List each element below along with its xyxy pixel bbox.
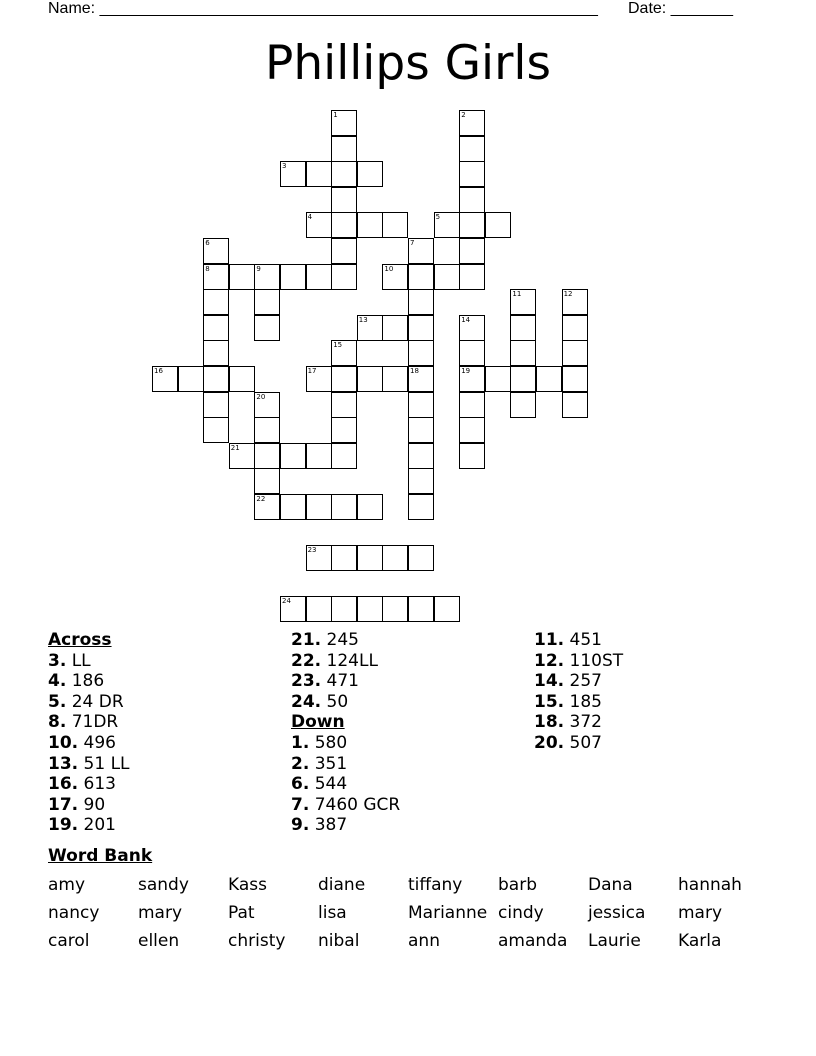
crossword-cell[interactable] — [459, 212, 485, 238]
down-clue — [534, 712, 623, 733]
clue-text: 110ST — [569, 650, 624, 671]
crossword-cell[interactable] — [459, 366, 485, 392]
down-clue — [291, 795, 400, 816]
clue-number-label: 13. — [48, 753, 79, 774]
clue-number-label: 1. — [291, 732, 310, 753]
clue-number: 15 — [333, 341, 343, 350]
word-bank-item: tiffany — [408, 875, 463, 895]
clue-number: 13 — [358, 315, 368, 324]
crossword-cell[interactable] — [562, 366, 588, 392]
clues-column-2 — [291, 630, 400, 836]
crossword-cell[interactable] — [382, 545, 408, 571]
crossword-cell[interactable] — [254, 289, 280, 315]
crossword-cell[interactable] — [562, 289, 588, 315]
crossword-cell[interactable] — [280, 443, 306, 469]
date-label: Date: — [628, 0, 667, 17]
crossword-cell[interactable] — [382, 596, 408, 622]
crossword-cell[interactable] — [408, 289, 434, 315]
crossword-cell[interactable] — [562, 315, 588, 341]
clue-number-label: 15. — [534, 691, 565, 712]
clue-number-label: 17. — [48, 794, 79, 815]
across-clue — [291, 692, 400, 713]
word-bank-item: christy — [228, 931, 286, 951]
crossword-cell[interactable] — [331, 494, 357, 520]
across-clue — [48, 712, 130, 733]
crossword-cell[interactable] — [331, 212, 357, 238]
crossword-cell[interactable] — [306, 264, 332, 290]
crossword-cell[interactable] — [331, 443, 357, 469]
word-bank-item: Marianne — [408, 903, 488, 923]
clue-number: 10 — [384, 264, 394, 273]
crossword-cell[interactable] — [357, 366, 383, 392]
clue-number: 2 — [461, 111, 466, 119]
clue-text: 580 — [314, 732, 348, 753]
clue-number: 14 — [461, 315, 471, 324]
clue-number-label: 12. — [534, 650, 565, 671]
crossword-cell[interactable] — [280, 161, 306, 187]
crossword-cell[interactable] — [306, 161, 332, 187]
crossword-cell[interactable] — [408, 238, 434, 264]
crossword-cell[interactable] — [434, 212, 460, 238]
crossword-cell[interactable] — [306, 545, 332, 571]
down-clue — [291, 774, 400, 795]
across-clue — [291, 651, 400, 672]
down-clue — [534, 692, 623, 713]
clue-number: 18 — [410, 367, 419, 375]
crossword-cell[interactable] — [357, 545, 383, 571]
clue-number: 11 — [512, 290, 522, 299]
clue-number-label: 3. — [48, 650, 67, 671]
crossword-cell[interactable] — [408, 468, 434, 494]
crossword-cell[interactable] — [459, 315, 485, 341]
word-bank-item: sandy — [138, 875, 189, 895]
clue-text: 471 — [326, 671, 359, 692]
word-bank-item: nancy — [48, 903, 100, 923]
clue-number: 24 — [282, 597, 291, 606]
crossword-cell[interactable] — [203, 340, 229, 366]
clue-number-label: 7. — [291, 794, 310, 815]
clue-number-label: 4. — [48, 671, 67, 692]
word-bank-item: barb — [498, 875, 537, 895]
crossword-cell[interactable] — [510, 392, 536, 418]
clue-number: 16 — [154, 367, 163, 375]
word-bank-item: diane — [318, 875, 366, 895]
crossword-cell[interactable] — [306, 366, 332, 392]
clue-number: 7 — [410, 239, 415, 247]
clue-number: 5 — [435, 213, 441, 222]
crossword-cell[interactable] — [408, 596, 434, 622]
crossword-cell[interactable] — [562, 340, 588, 366]
clue-text: 201 — [83, 815, 116, 836]
crossword-cell[interactable] — [152, 366, 178, 392]
across-clue — [48, 815, 130, 836]
date-line[interactable]: _______ — [670, 0, 733, 17]
clue-text: 7460 GCR — [314, 794, 401, 815]
crossword-cell[interactable] — [357, 315, 383, 341]
clue-number-label: 10. — [48, 732, 79, 753]
crossword-cell[interactable] — [485, 366, 511, 392]
across-clue — [48, 671, 130, 692]
crossword-cell[interactable] — [510, 289, 536, 315]
down-clue — [291, 815, 400, 836]
crossword-cell[interactable] — [357, 161, 383, 187]
crossword-cell[interactable] — [408, 340, 434, 366]
crossword-cell[interactable] — [306, 443, 332, 469]
crossword-cell[interactable] — [203, 289, 229, 315]
crossword-cell[interactable] — [434, 596, 460, 622]
clues-column-3 — [534, 630, 623, 754]
crossword-cell[interactable] — [382, 264, 408, 290]
word-bank-item: ellen — [138, 931, 180, 951]
down-heading: Down — [291, 712, 345, 733]
clue-text: 245 — [326, 630, 359, 650]
crossword-cell[interactable] — [459, 238, 485, 264]
word-bank-item: hannah — [678, 875, 742, 895]
crossword-cell[interactable] — [331, 238, 357, 264]
clue-number: 6 — [205, 239, 210, 247]
clue-number-label: 22. — [291, 650, 322, 671]
clue-number-label: 2. — [291, 753, 310, 774]
name-field[interactable] — [48, 0, 598, 18]
crossword-cell[interactable] — [203, 366, 229, 392]
crossword-cell[interactable] — [254, 468, 280, 494]
crossword-cell[interactable] — [408, 417, 434, 443]
crossword-cell[interactable] — [382, 315, 408, 341]
crossword-cell[interactable] — [306, 212, 332, 238]
crossword-cell[interactable] — [536, 366, 562, 392]
across-clue — [48, 733, 130, 754]
word-bank-item: ann — [408, 931, 440, 951]
down-clue — [534, 651, 623, 672]
down-clue — [534, 733, 623, 754]
crossword-cell[interactable] — [357, 494, 383, 520]
clue-number: 8 — [205, 264, 210, 273]
clue-number: 22 — [256, 495, 266, 503]
down-clue — [534, 630, 623, 651]
crossword-cell[interactable] — [331, 417, 357, 443]
word-bank-item: Kass — [228, 875, 267, 895]
clue-number: 4 — [307, 213, 313, 222]
crossword-cell[interactable] — [229, 366, 255, 392]
crossword-cell[interactable] — [485, 212, 511, 238]
word-bank-item: carol — [48, 931, 90, 951]
clue-text: 451 — [569, 630, 602, 650]
crossword-cell[interactable] — [331, 187, 357, 213]
crossword-cell[interactable] — [331, 545, 357, 571]
crossword-cell[interactable] — [434, 264, 460, 290]
crossword-cell[interactable] — [254, 315, 280, 341]
clue-text: 185 — [569, 691, 602, 712]
crossword-cell[interactable] — [203, 392, 229, 418]
crossword-cell[interactable] — [178, 366, 204, 392]
down-clue — [534, 671, 623, 692]
crossword-cell[interactable] — [280, 264, 306, 290]
word-bank-item: lisa — [318, 903, 347, 923]
clue-number-label: 8. — [48, 712, 67, 733]
crossword-cell[interactable] — [254, 392, 280, 418]
clue-text: 496 — [83, 732, 116, 753]
clue-number: 12 — [563, 290, 573, 299]
word-bank-item: Laurie — [588, 931, 641, 951]
crossword-cell[interactable] — [459, 264, 485, 290]
clue-number: 17 — [307, 367, 317, 375]
word-bank-item: cindy — [498, 903, 544, 923]
word-bank-item: Karla — [678, 931, 722, 951]
crossword-cell[interactable] — [510, 366, 536, 392]
crossword-cell[interactable] — [254, 264, 280, 290]
crossword-cell[interactable] — [510, 315, 536, 341]
crossword-cell[interactable] — [331, 161, 357, 187]
word-bank-item: Pat — [228, 903, 255, 923]
word-bank-item: amy — [48, 875, 86, 895]
crossword-cell[interactable] — [203, 238, 229, 264]
clue-number-label: 19. — [48, 815, 79, 836]
crossword-cell[interactable] — [382, 212, 408, 238]
crossword-cell[interactable] — [408, 264, 434, 290]
crossword-cell[interactable] — [280, 596, 306, 622]
crossword-cell[interactable] — [510, 340, 536, 366]
crossword-cell[interactable] — [280, 494, 306, 520]
crossword-cell[interactable] — [408, 494, 434, 520]
clues-column-1 — [48, 630, 130, 836]
clue-text: 90 — [83, 794, 106, 815]
crossword-cell[interactable] — [254, 443, 280, 469]
clue-number: 3 — [282, 162, 287, 171]
clue-text: 544 — [314, 774, 348, 795]
crossword-cell[interactable] — [203, 417, 229, 443]
clue-text: 24 DR — [71, 691, 124, 712]
clue-number-label: 16. — [48, 774, 79, 795]
crossword-cell[interactable] — [459, 161, 485, 187]
crossword-cell[interactable] — [331, 596, 357, 622]
clue-text: 71DR — [71, 712, 119, 733]
crossword-cell[interactable] — [459, 392, 485, 418]
crossword-cell[interactable] — [306, 596, 332, 622]
crossword-cell[interactable] — [459, 340, 485, 366]
crossword-cell[interactable] — [459, 110, 485, 136]
clue-text: 124LL — [326, 650, 378, 671]
clue-number-label: 5. — [48, 691, 67, 712]
crossword-cell[interactable] — [331, 392, 357, 418]
crossword-cell[interactable] — [357, 596, 383, 622]
clue-number-label: 11. — [534, 630, 565, 650]
down-clue — [291, 754, 400, 775]
clue-number-label: 18. — [534, 712, 565, 733]
crossword-cell[interactable] — [331, 366, 357, 392]
word-bank-item: amanda — [498, 931, 568, 951]
clue-number-label: 23. — [291, 671, 322, 692]
clue-number-label: 21. — [291, 630, 322, 650]
crossword-cell[interactable] — [229, 443, 255, 469]
clue-number: 20 — [256, 392, 266, 401]
crossword-cell[interactable] — [331, 136, 357, 162]
clue-number-label: 9. — [291, 815, 310, 836]
clue-number: 1 — [333, 111, 338, 119]
clue-number-label: 6. — [291, 774, 310, 795]
across-heading: Across — [48, 630, 112, 650]
clue-text: 186 — [71, 671, 105, 692]
across-clue — [48, 795, 130, 816]
clue-text: 613 — [83, 774, 116, 795]
name-label: Name: — [48, 0, 96, 17]
clue-text: 351 — [314, 753, 348, 774]
word-bank-item: nibal — [318, 931, 360, 951]
crossword-cell[interactable] — [331, 340, 357, 366]
crossword-cell[interactable] — [203, 315, 229, 341]
across-clue — [48, 754, 130, 775]
word-bank-item: jessica — [588, 903, 646, 923]
across-clue — [291, 630, 400, 651]
clue-text: 257 — [569, 671, 602, 692]
crossword-cell[interactable] — [331, 110, 357, 136]
crossword-cell[interactable] — [459, 187, 485, 213]
crossword-cell[interactable] — [203, 264, 229, 290]
crossword-cell[interactable] — [229, 264, 255, 290]
clue-number: 23 — [307, 546, 317, 555]
down-clue — [291, 733, 400, 754]
clue-text: 50 — [326, 691, 349, 712]
crossword-cell[interactable] — [408, 392, 434, 418]
clue-text: 372 — [569, 712, 602, 733]
crossword-cell[interactable] — [357, 212, 383, 238]
crossword-cell[interactable] — [408, 366, 434, 392]
crossword-cell[interactable] — [254, 494, 280, 520]
across-clue — [291, 671, 400, 692]
crossword-cell[interactable] — [562, 392, 588, 418]
date-field[interactable] — [628, 0, 733, 18]
clue-text: LL — [71, 650, 91, 671]
crossword-cell[interactable] — [306, 494, 332, 520]
crossword-cell[interactable] — [459, 417, 485, 443]
clue-text: 51 LL — [83, 753, 130, 774]
page-title: Phillips Girls — [265, 36, 551, 91]
crossword-cell[interactable] — [382, 366, 408, 392]
clue-text: 387 — [314, 815, 348, 836]
clue-number-label: 14. — [534, 671, 565, 692]
clue-number: 19 — [461, 367, 471, 375]
clue-number-label: 24. — [291, 691, 322, 712]
crossword-cell[interactable] — [408, 443, 434, 469]
word-bank-item: mary — [678, 903, 723, 923]
clue-number: 9 — [256, 264, 261, 273]
across-clue — [48, 651, 130, 672]
crossword-cell[interactable] — [408, 545, 434, 571]
crossword-cell[interactable] — [331, 264, 357, 290]
crossword-cell[interactable] — [459, 443, 485, 469]
clue-number-label: 20. — [534, 732, 565, 753]
crossword-cell[interactable] — [408, 315, 434, 341]
crossword-cell[interactable] — [254, 417, 280, 443]
word-bank-heading: Word Bank — [48, 846, 153, 866]
word-bank-item: mary — [138, 903, 183, 923]
clue-text: 507 — [569, 732, 602, 753]
crossword-cell[interactable] — [459, 136, 485, 162]
name-line[interactable]: ________________________________________________________ — [99, 0, 598, 17]
across-clue — [48, 692, 130, 713]
word-bank-item: Dana — [588, 875, 633, 895]
across-clue — [48, 774, 130, 795]
clue-number: 21 — [230, 443, 240, 452]
